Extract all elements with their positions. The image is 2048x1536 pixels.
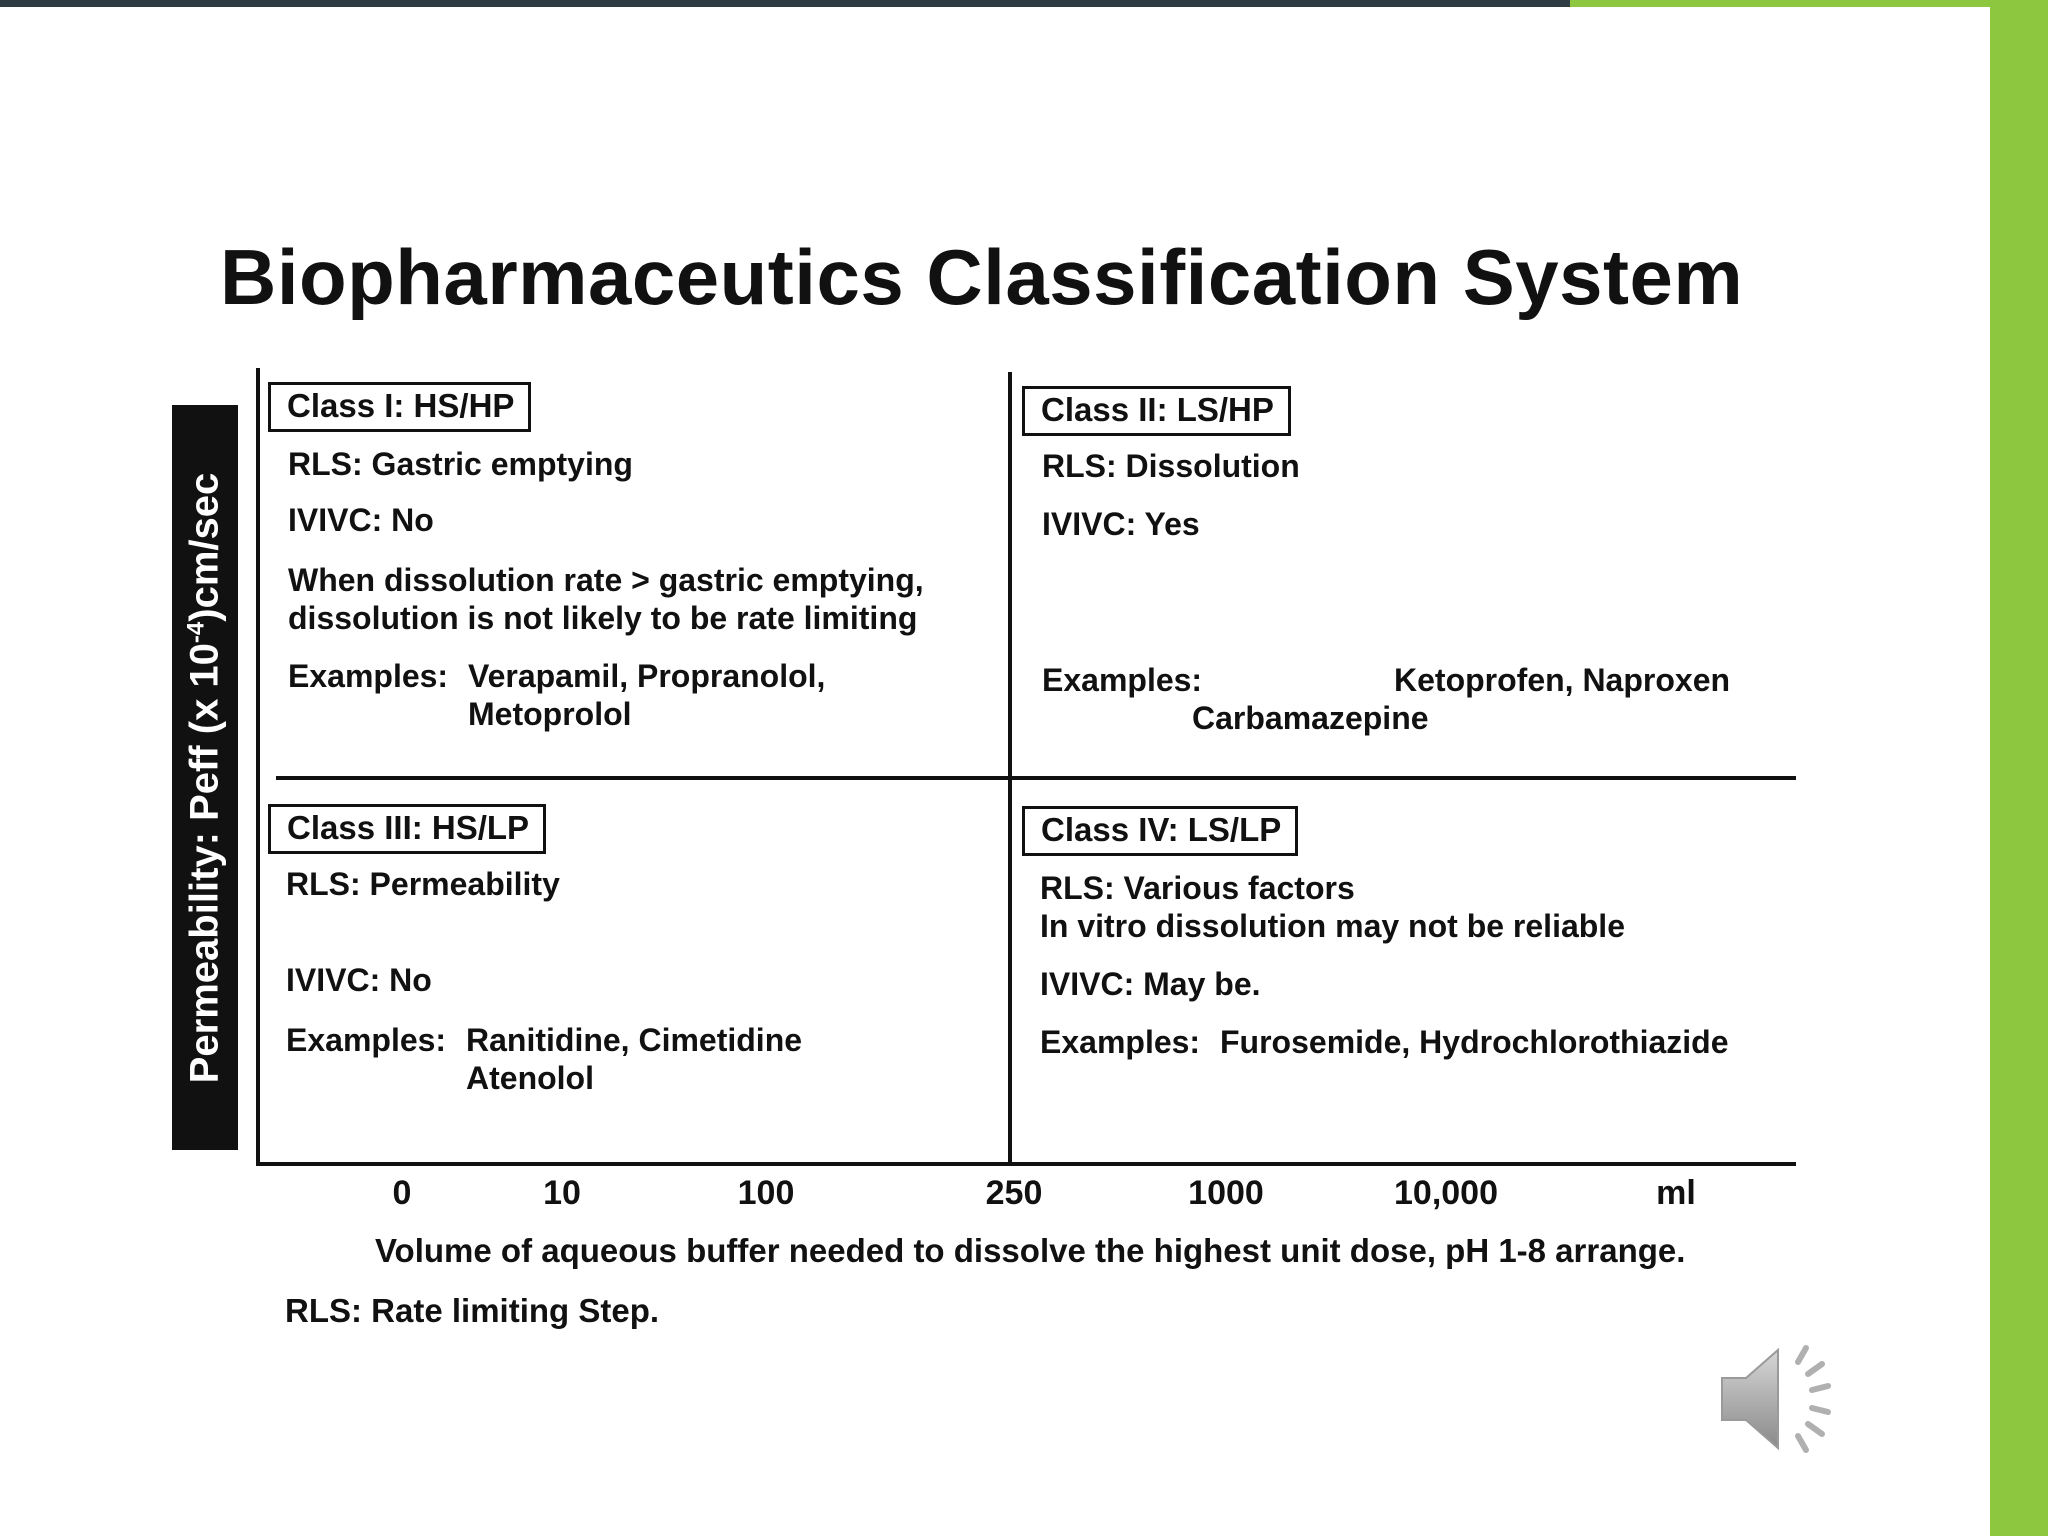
class-3-examples-label: Examples: (286, 1022, 447, 1058)
y-axis-label-text (182, 472, 227, 1083)
x-tick: 250 (985, 1174, 1043, 1212)
class-2-examples-line1: Ketoprofen, Naproxen (1394, 662, 1731, 698)
quadrant-class-4 (1022, 806, 1792, 1156)
top-bar-accent (1570, 0, 1990, 7)
y-axis-prefix: Permeability: Peff (x 10 (182, 642, 227, 1083)
class-1-examples-label: Examples: (288, 658, 449, 694)
class-2-header: Class II: LS/HP (1022, 386, 1291, 436)
quadrant-class-1 (268, 382, 998, 762)
quadrant-class-3 (268, 804, 998, 1154)
class-4-ivivc: IVIVC: May be. (1040, 966, 1261, 1002)
class-3-header: Class III: HS/LP (268, 804, 546, 854)
y-axis-exponent: -4 (182, 621, 210, 643)
class-4-header: Class IV: LS/LP (1022, 806, 1298, 856)
class-1-header: Class I: HS/HP (268, 382, 531, 432)
y-axis-label (172, 405, 238, 1150)
x-tick: 100 (737, 1174, 795, 1212)
x-tick: 0 (392, 1174, 412, 1212)
class-4-note: In vitro dissolution may not be reliable (1040, 908, 1625, 944)
class-3-examples-line2: Atenolol (466, 1060, 594, 1096)
vertical-divider (1008, 372, 1012, 1164)
class-2-rls: RLS: Dissolution (1042, 448, 1300, 484)
class-1-examples-line2: Metoprolol (468, 696, 632, 732)
class-3-ivivc: IVIVC: No (286, 962, 432, 998)
class-2-ivivc: IVIVC: Yes (1042, 506, 1200, 542)
x-tick: ml (1656, 1174, 1696, 1212)
x-tick: 10 (543, 1174, 581, 1212)
class-2-examples-line2: Carbamazepine (1192, 700, 1429, 736)
speaker-icon-graphic (1716, 1334, 1856, 1464)
class-1-examples-line1: Verapamil, Propranolol, (468, 658, 826, 694)
class-2-examples-label: Examples: (1042, 662, 1203, 698)
class-1-ivivc: IVIVC: No (288, 502, 434, 538)
class-4-examples-label: Examples: (1040, 1024, 1201, 1060)
x-tick: 1000 (1188, 1174, 1264, 1212)
top-bar-dark (0, 0, 1570, 7)
x-tick: 10,000 (1394, 1174, 1498, 1212)
class-1-note-line1: When dissolution rate > gastric emptying, (288, 562, 924, 598)
class-4-examples-line1: Furosemide, Hydrochlorothiazide (1220, 1024, 1729, 1060)
class-1-note-line2: dissolution is not likely to be rate limiting (288, 600, 918, 636)
class-4-rls: RLS: Various factors (1040, 870, 1355, 906)
horizontal-divider (276, 776, 1796, 780)
class-3-rls: RLS: Permeability (286, 866, 560, 902)
x-axis-line (256, 1162, 1796, 1166)
class-1-rls: RLS: Gastric emptying (288, 446, 633, 482)
right-accent-bar (1990, 0, 2048, 1536)
footnote: RLS: Rate limiting Step. (285, 1292, 660, 1329)
y-axis-suffix: )cm/sec (182, 472, 227, 622)
slide-title: Biopharmaceutics Classification System (220, 233, 1744, 321)
quadrant-class-2 (1022, 386, 1792, 766)
y-axis-line (256, 368, 260, 1164)
speaker-icon[interactable] (1716, 1334, 1856, 1464)
x-axis-title: Volume of aqueous buffer needed to dissolve the highest unit dose, pH 1-8 arrange. (375, 1232, 1686, 1269)
class-3-examples-line1: Ranitidine, Cimetidine (466, 1022, 803, 1058)
